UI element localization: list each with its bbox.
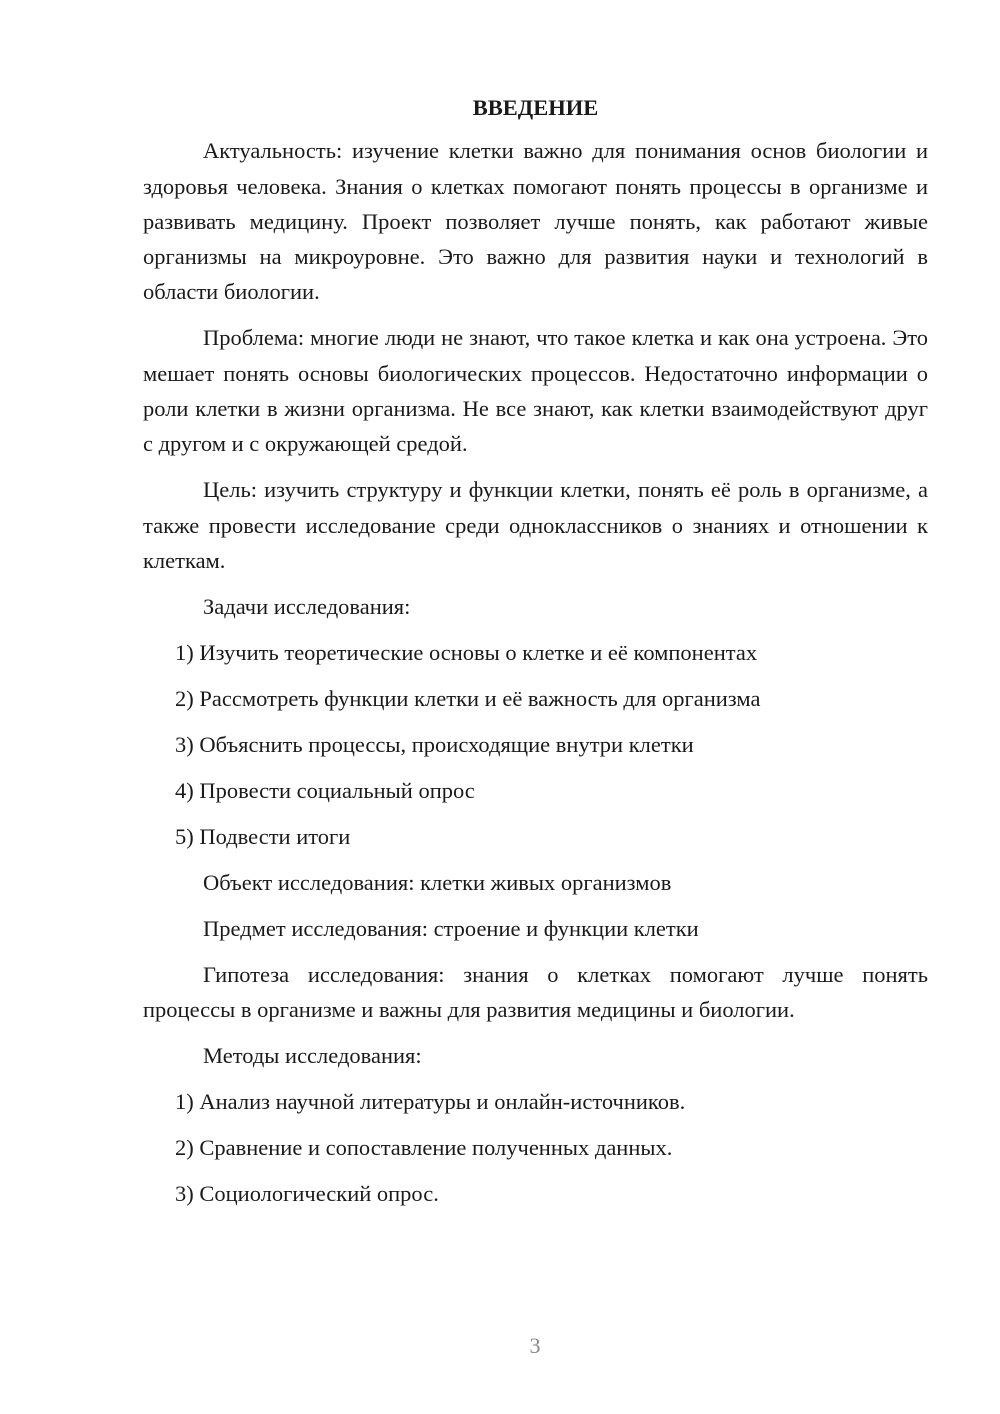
section-title: ВВЕДЕНИЕ: [472, 95, 599, 120]
list-item: 4) Провести социальный опрос: [175, 777, 475, 803]
list-item: 5) Подвести итоги: [175, 823, 351, 849]
list-item: 2) Рассмотреть функции клетки и её важность для организма: [175, 685, 761, 711]
tasks-heading: Задачи исследования:: [203, 593, 411, 619]
object-line: Объект исследования: клетки живых организмов: [203, 869, 672, 895]
list-item: 2) Сравнение и сопоставление полученных данных.: [175, 1135, 673, 1161]
list-item: 3) Социологический опрос.: [175, 1181, 439, 1207]
tasks-list: [143, 635, 928, 854]
page-number: 3: [529, 1333, 541, 1358]
goal-paragraph: Цель: изучить структуру и функции клетки, понять её роль в организме, а также провести исследование среди одноклассников о знаниях и отношении к клеткам.: [143, 477, 928, 573]
relevance-paragraph: Актуальность: изучение клетки важно для понимания основ биологии и здоровья человека. Знания о клетках помогают понять процессы в организме и развивать медицину. Проект позволяет лучше понять, как работают живые организмы на микроуровне. Это важно для развития науки и технологий в области биологии.: [143, 138, 928, 305]
methods-heading: Методы исследования:: [203, 1043, 422, 1069]
subject-line: Предмет исследования: строение и функции клетки: [203, 915, 699, 941]
hypothesis-paragraph: Гипотеза исследования: знания о клетках помогают лучше понять процессы в организме и важны для развития медицины и биологии.: [143, 961, 928, 1023]
list-item: 1) Анализ научной литературы и онлайн-источников.: [175, 1089, 686, 1115]
list-item: 1) Изучить теоретические основы о клетке и её компонентах: [175, 639, 758, 665]
methods-list: [143, 1084, 928, 1211]
problem-paragraph: Проблема: многие люди не знают, что такое клетка и как она устроена. Это мешает понять основы биологических процессов. Недостаточно информации о роли клетки в жизни организма. Не все знают, как клетки взаимодействуют друг с другом и с окружающей средой.: [143, 325, 928, 457]
list-item: 3) Объяснить процессы, происходящие внутри клетки: [175, 731, 694, 757]
document-page: [143, 90, 928, 1222]
